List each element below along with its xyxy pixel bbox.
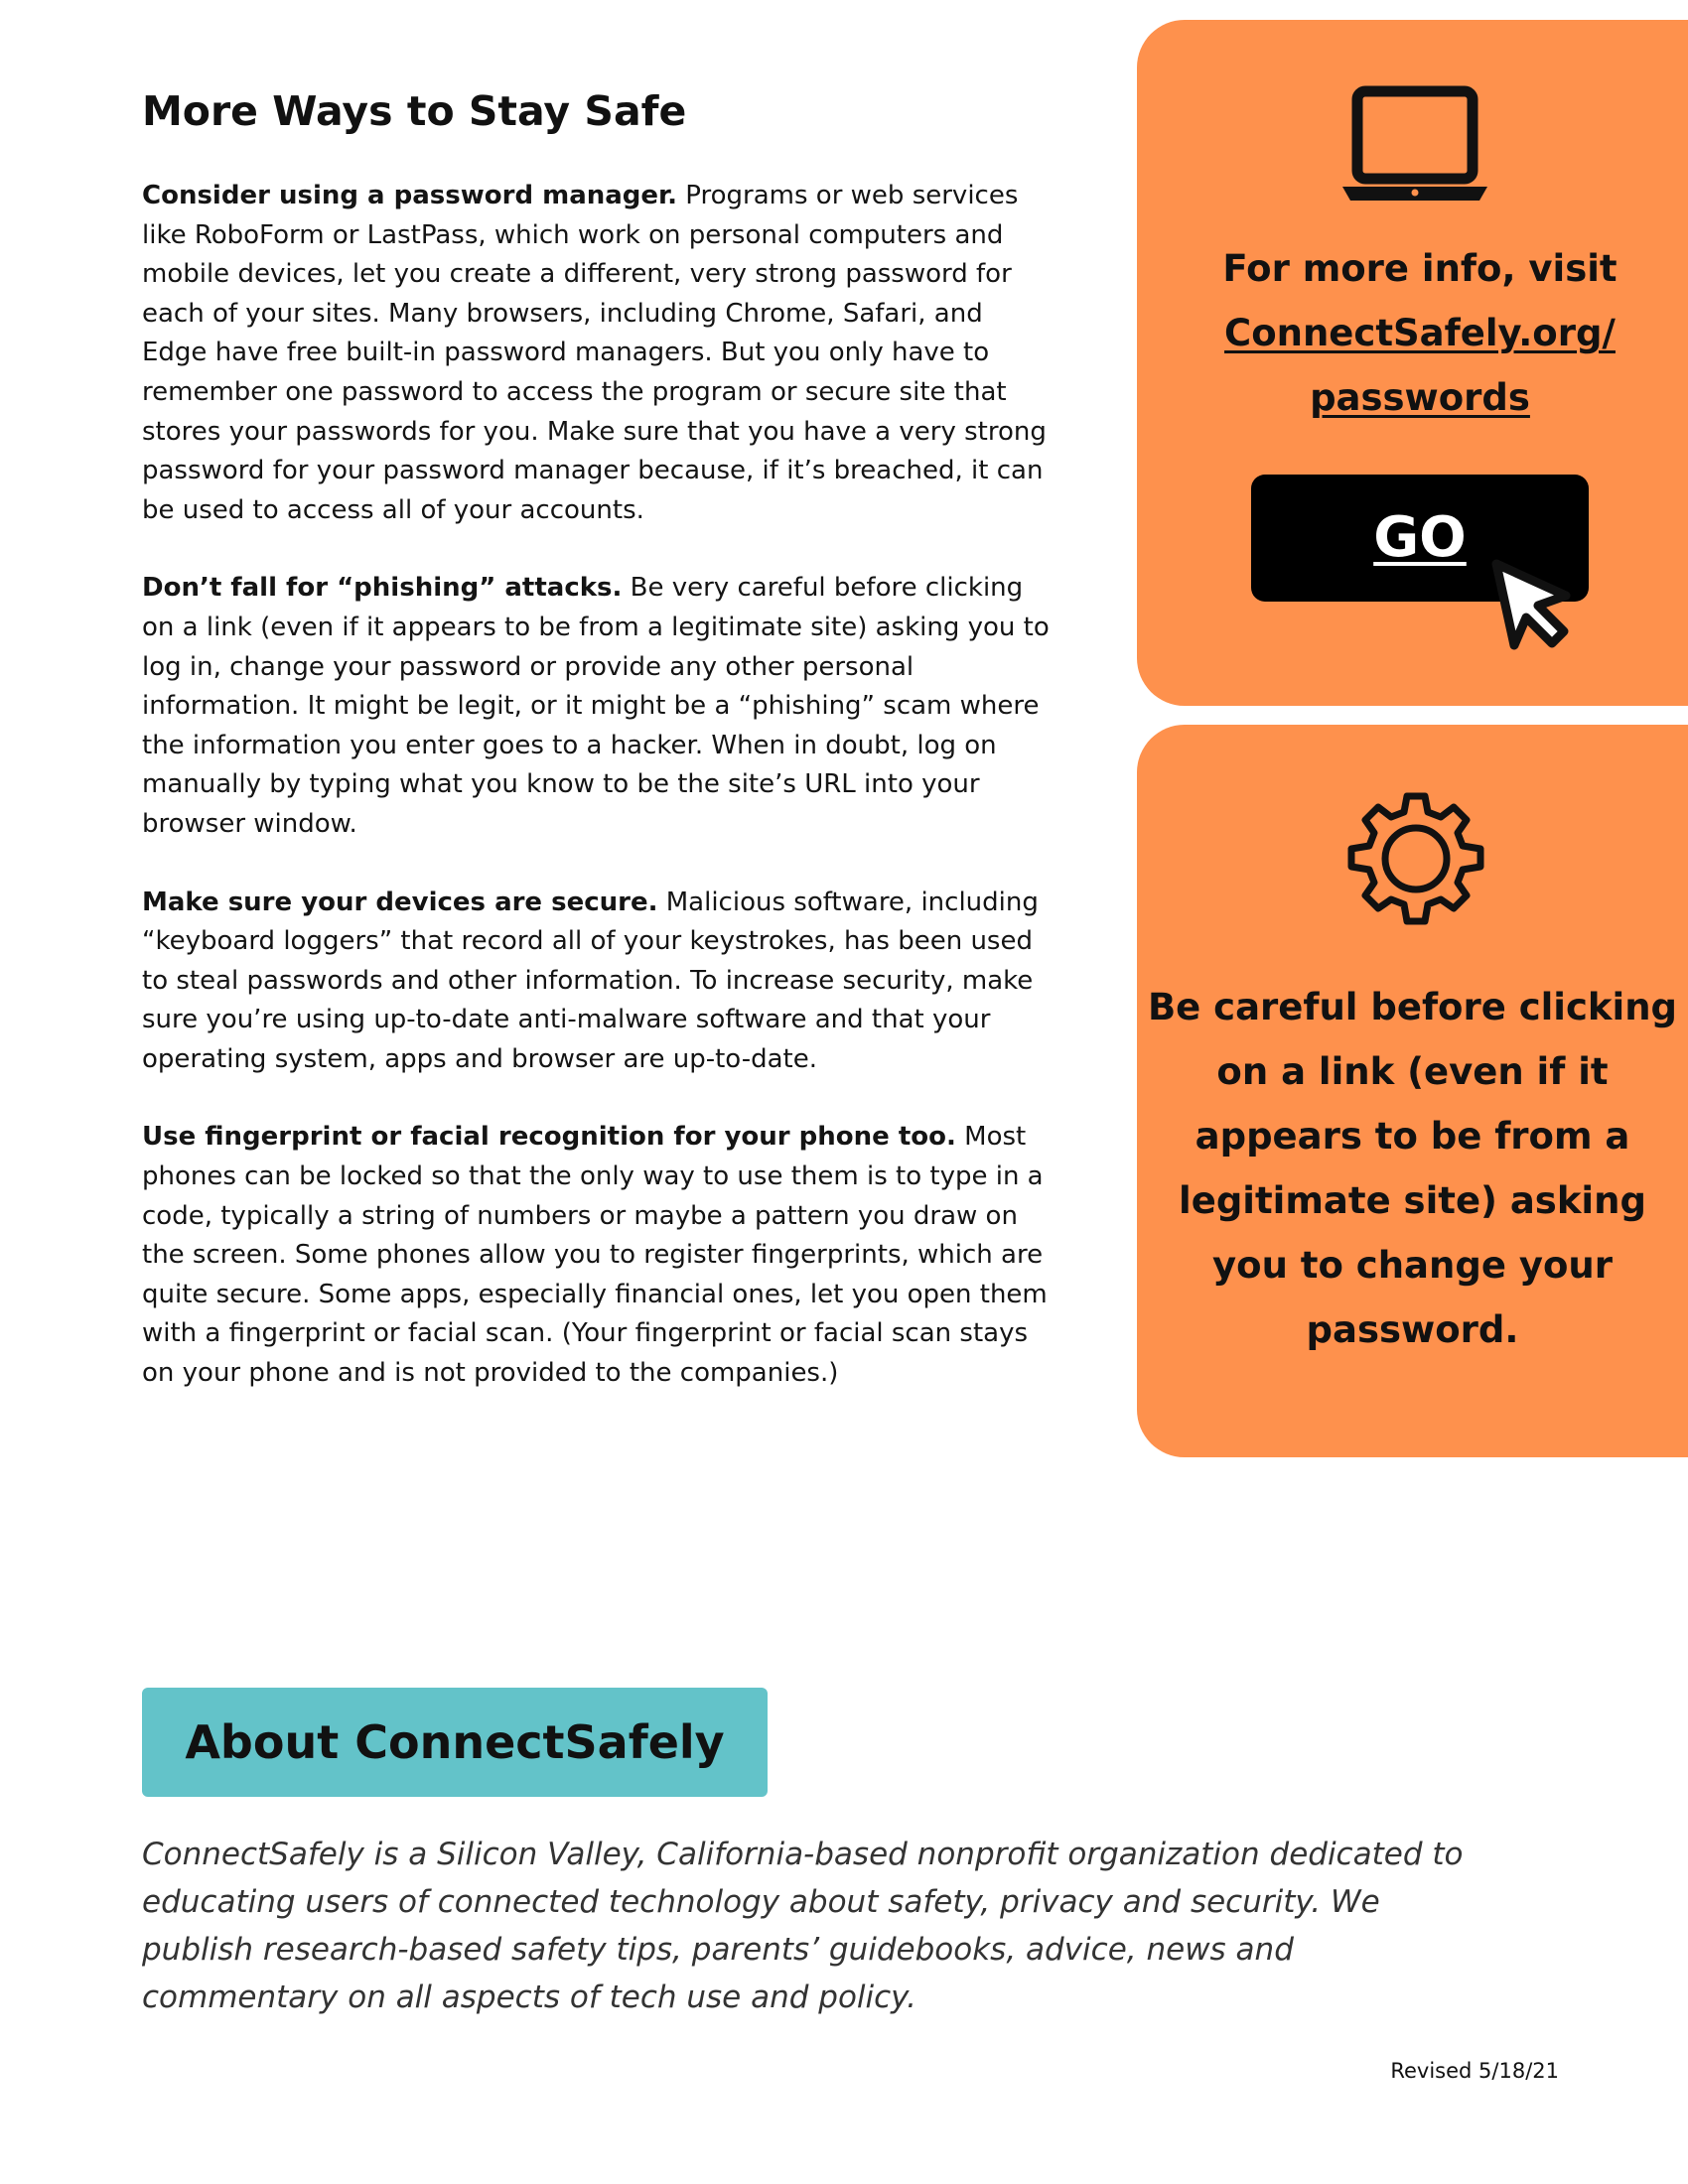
main-column bbox=[142, 87, 1051, 1433]
about-description: ConnectSafely is a Silicon Valley, California-based nonprofit organization dedicated to educating users of connected technology about safety, privacy and security. We publish research-based safety tips, parents’ guidebooks, advice, news and commentary on all aspects of tech use and policy. bbox=[142, 1837, 1464, 2015]
info-callout bbox=[1137, 236, 1688, 430]
info-link-line2: passwords bbox=[1310, 376, 1530, 419]
tip-card bbox=[1137, 725, 1688, 1457]
tip-body: Be very careful before clicking on a link (even if it appears to be from a legitimate site) asking you to log in, change your password or provide any other personal information. It might be legit, or it might be a “phishing” scam where the information you enter goes to a hacker. When in doubt, log on manually by typing what you know to be the site’s URL into your browser window. bbox=[142, 573, 1050, 839]
tip-body: Most phones can be locked so that the only way to use them is to type in a code, typically a string of numbers or maybe a pattern you draw on the screen. Some phones allow you to register fingerprints, which are quite secure. Some apps, especially financial ones, let you open them with a fingerprint or facial scan. (Your fingerprint or facial scan stays on your phone and is not provided to the companies.) bbox=[142, 1122, 1048, 1389]
tip-lead: Consider using a password manager. bbox=[142, 181, 678, 210]
revised-date: Revised 5/18/21 bbox=[1390, 2059, 1559, 2083]
info-prefix: For more info, visit bbox=[1222, 247, 1618, 290]
cursor-arrow-icon bbox=[1484, 556, 1584, 655]
laptop-icon bbox=[1340, 83, 1489, 212]
tip-lead: Don’t fall for “phishing” attacks. bbox=[142, 573, 623, 604]
page-title: More Ways to Stay Safe bbox=[142, 87, 687, 135]
about-heading: About ConnectSafely bbox=[142, 1688, 768, 1797]
tip-body: Malicious software, including “keyboard loggers” that record all of your keystrokes, has been used to steal passwords and other information. To increase security, make sure you’re using up-to-date anti-malware software and that your operating system, apps and browser are up-to-date. bbox=[142, 887, 1039, 1074]
tip-password-manager bbox=[142, 177, 1051, 530]
tip-device-security bbox=[142, 884, 1051, 1080]
tip-lead: Use fingerprint or facial recognition for your phone too. bbox=[142, 1122, 956, 1153]
gear-icon bbox=[1341, 788, 1490, 937]
info-card bbox=[1137, 20, 1688, 706]
tip-lead: Make sure your devices are secure. bbox=[142, 887, 658, 917]
tip-callout: Be careful before clicking on a link (even if it appears to be from a legitimate site) asking you to change your password. bbox=[1147, 986, 1678, 1351]
go-button-label: GO bbox=[1373, 505, 1467, 570]
tip-biometrics bbox=[142, 1118, 1051, 1393]
info-link[interactable] bbox=[1137, 301, 1688, 430]
info-link-line1: ConnectSafely.org/ bbox=[1224, 312, 1616, 354]
tip-body: Programs or web services like RoboForm or LastPass, which work on personal computers and mobile devices, let you create a different, very strong password for each of your sites. Many browsers, including Chrome, Safari, and Edge have free built-in password managers. But you only have to remember one password to access the program or secure site that stores your passwords for you. Make sure that you have a very strong password for your password manager because, if it’s breached, it can be used to access all of your accounts. bbox=[142, 181, 1047, 525]
tip-phishing bbox=[142, 569, 1051, 844]
